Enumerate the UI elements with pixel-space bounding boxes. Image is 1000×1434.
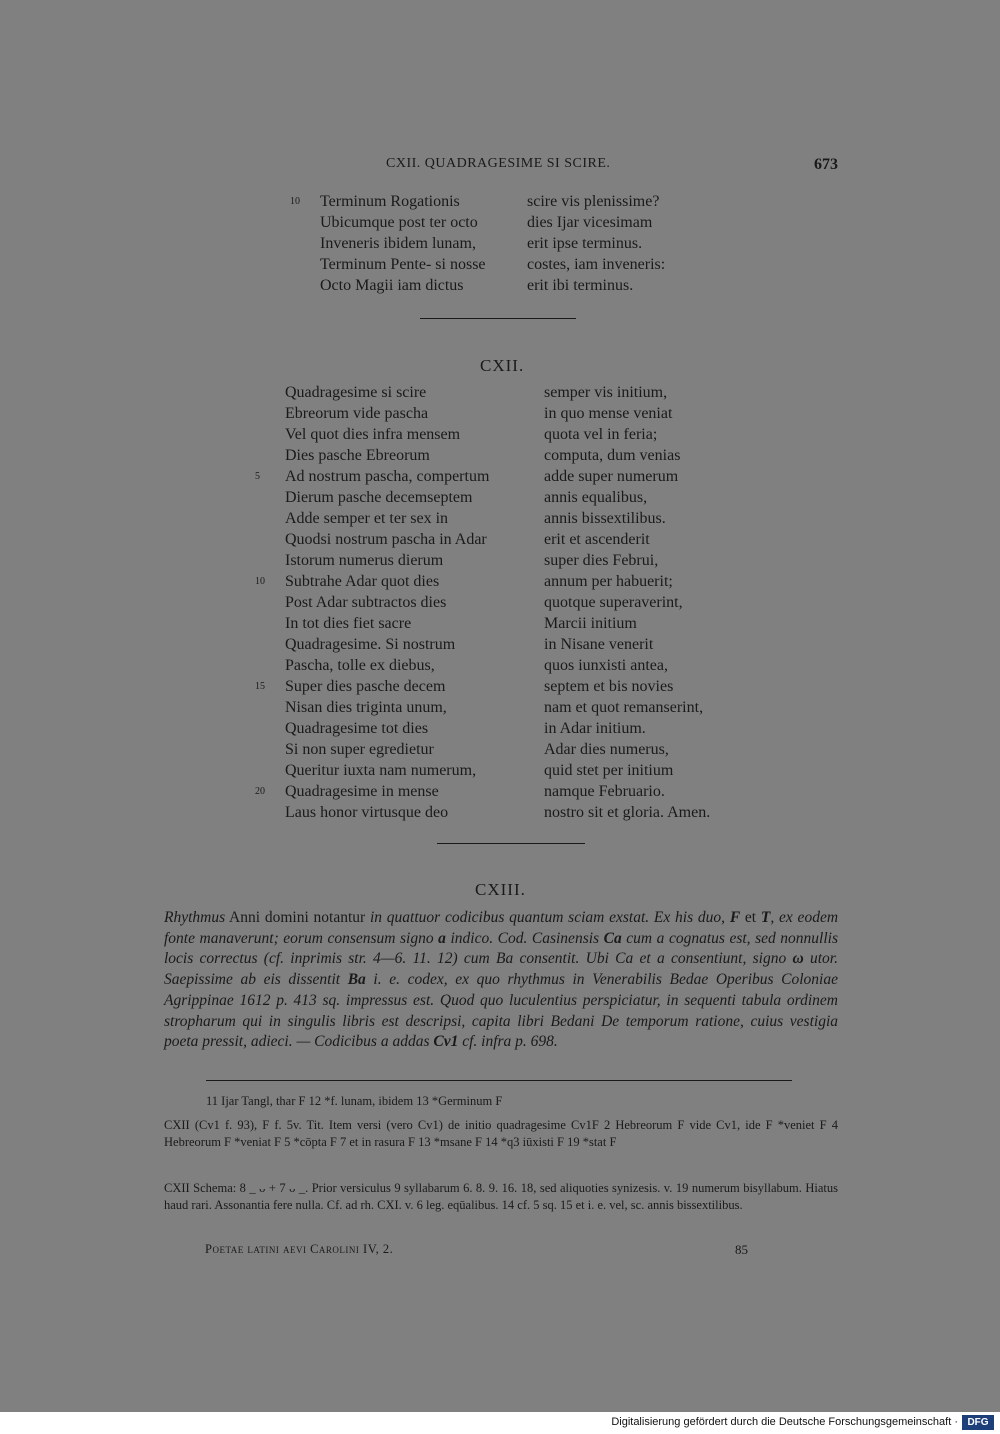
credit-text: Digitalisierung gefördert durch die Deutsche Forschungsgemeinschaft · (611, 1416, 958, 1428)
intro-text: cum a cognatus est, sed nonnullis locis correctus (cf. inprimis str. 4—6. 11. 12) cum Ba consentit. Ubi Ca et a consentiunt, signo (164, 929, 839, 968)
manuscript-siglum: ω (792, 950, 804, 968)
verse-right: super dies Februi, (544, 552, 659, 569)
verse-left: Si non super egredietur (285, 741, 434, 758)
verse-left: Queritur iuxta nam numerum, (285, 762, 477, 779)
series-footer: Poetae latini aevi Carolini IV, 2. (205, 1242, 394, 1256)
verse-line (255, 550, 775, 571)
sheet-number: 85 (735, 1242, 748, 1257)
verse-line (255, 466, 775, 487)
verse-line (290, 254, 710, 275)
verse-right: erit ipse terminus. (527, 235, 643, 252)
poem-continuation (290, 191, 710, 296)
verse-right: in Nisane venerit (544, 636, 654, 653)
verse-line (255, 760, 775, 781)
verse-line (255, 718, 775, 739)
verse-left: Vel quot dies infra mensem (285, 426, 461, 443)
verse-line (255, 697, 775, 718)
verse-line (290, 191, 710, 212)
verse-right: computa, dum venias (544, 447, 681, 464)
verse-line (255, 445, 775, 466)
verse-left: Terminum Rogationis (320, 193, 460, 210)
intro-text: cf. infra p. 698. (458, 1033, 558, 1051)
manuscript-siglum: Ba (347, 971, 366, 989)
manuscript-siglum: a (438, 929, 446, 947)
verse-right: quotque superaverint, (544, 594, 683, 611)
intro-text: utor. Saepissime ab eis dissentit (164, 950, 838, 989)
line-number: 15 (255, 681, 265, 692)
manuscript-siglum: Cv1 (433, 1033, 459, 1051)
intro-text: et (740, 909, 761, 926)
verse-line (255, 424, 775, 445)
line-number: 10 (290, 196, 300, 207)
verse-left: Ubicumque post ter octo (320, 214, 478, 231)
manuscript-siglum: Ca (603, 929, 622, 947)
dfg-logo: DFG (962, 1415, 994, 1430)
verse-line (255, 508, 775, 529)
section-divider (437, 843, 585, 844)
section-heading: CXIII. (475, 880, 526, 899)
verse-right: nostro sit et gloria. Amen. (544, 804, 711, 821)
verse-right: namque Februario. (544, 783, 665, 800)
verse-line (255, 802, 775, 823)
intro-text: i. e. codex, ex quo rhythmus in Venerabilis Bedae Operibus Coloniae Agrippinae 1612 p. 413 sq. impressus est. Quod quo luculentius perspiciatur, in sequenti tabula ordinem stropharum qui in singulis libris est descripsi, capita libri Bedani De temporum ratione, cuius vestigia poeta pressit, adieci. — Codicibus a addas (164, 971, 838, 1051)
verse-right: quota vel in feria; (544, 426, 658, 443)
apparatus-note: 11 Ijar Tangl, thar F 12 *f. lunam, ibidem 13 *Germinum F (206, 1094, 503, 1108)
verse-left: Adde semper et ter sex in (285, 510, 449, 527)
manuscript-siglum: F (729, 909, 741, 926)
verse-right: dies Ijar vicesimam (527, 214, 653, 231)
intro-text: Anni domini notantur (225, 909, 370, 926)
verse-right: in Adar initium. (544, 720, 646, 737)
verse-line (255, 403, 775, 424)
verse-right: adde super numerum (544, 468, 679, 485)
verse-line (255, 382, 775, 403)
verse-right: annum per habuerit; (544, 573, 673, 590)
line-number: 20 (255, 786, 265, 797)
verse-line (290, 212, 710, 233)
verse-left: In tot dies fiet sacre (285, 615, 412, 632)
verse-left: Terminum Pente- si nosse (320, 256, 486, 273)
verse-right: Marcii initium (544, 615, 637, 632)
verse-left: Ad nostrum pascha, compertum (285, 468, 490, 485)
verse-right: erit et ascenderit (544, 531, 650, 548)
verse-line (255, 487, 775, 508)
verse-line (255, 634, 775, 655)
section-heading: CXII. (480, 356, 525, 375)
verse-line (255, 592, 775, 613)
verse-left: Dies pasche Ebreorum (285, 447, 430, 464)
verse-left: Quadragesime. Si nostrum (285, 636, 456, 653)
verse-left: Super dies pasche decem (285, 678, 446, 695)
intro-text: indico. Cod. Casinensis (445, 929, 604, 947)
verse-right: nam et quot remanserint, (544, 699, 704, 716)
verse-left: Inveneris ibidem lunam, (320, 235, 476, 252)
verse-right: costes, iam inveneris: (527, 256, 666, 273)
verse-left: Pascha, tolle ex diebus, (285, 657, 435, 674)
verse-left: Dierum pasche decemseptem (285, 489, 473, 506)
manuscript-siglum: T (760, 909, 771, 926)
verse-line (255, 655, 775, 676)
intro-text: , ex eodem fonte manaverunt; eorum consensum signo (164, 909, 839, 947)
verse-left: Istorum numerus dierum (285, 552, 444, 569)
credit-bar (0, 1412, 1000, 1434)
footnote-rule (206, 1080, 792, 1081)
verse-line (255, 571, 775, 592)
verse-left: Post Adar subtractos dies (285, 594, 447, 611)
verse-line (290, 233, 710, 254)
verse-right: erit ibi terminus. (527, 277, 634, 294)
verse-left: Laus honor virtusque deo (285, 804, 449, 821)
verse-right: annis bissextilibus. (544, 510, 666, 527)
introduction-paragraph (164, 908, 838, 1053)
verse-left: Subtrahe Adar quot dies (285, 573, 440, 590)
verse-line (255, 613, 775, 634)
verse-right: semper vis initium, (544, 384, 668, 401)
verse-left: Quadragesime si scire (285, 384, 427, 401)
verse-left: Quodsi nostrum pascha in Adar (285, 531, 487, 548)
page-number: 673 (814, 156, 838, 173)
verse-left: Ebreorum vide pascha (285, 405, 429, 422)
verse-line (255, 676, 775, 697)
apparatus-note: CXII Schema: 8 _ ᴗ + 7 ᴗ _. Prior versiculus 9 syllabarum 6. 8. 9. 16. 18, sed aliquoties synizesis. v. 19 numerum bisyllabum. Hiatus haud rari. Assonantia fere nulla. Cf. ad rh. CXI. v. 6 leg. eqūalibus. 14 cf. 5 sq. 15 et i. e. vel, sc. annis bissextilibus. (164, 1181, 838, 1212)
intro-text: in quattuor codicibus quantum sciam exstat. Ex his duo, (369, 909, 730, 926)
verse-left: Nisan dies triginta unum, (285, 699, 447, 716)
verse-left: Octo Magii iam dictus (320, 277, 464, 294)
intro-text: Rhythmus (164, 909, 226, 926)
verse-right: quos iunxisti antea, (544, 657, 668, 674)
verse-right: in quo mense veniat (544, 405, 673, 422)
verse-line (255, 529, 775, 550)
verse-right: septem et bis novies (544, 678, 674, 695)
line-number: 10 (255, 576, 265, 587)
verse-line (255, 739, 775, 760)
verse-left: Quadragesime in mense (285, 783, 439, 800)
verse-right: quid stet per initium (544, 762, 674, 779)
running-header: CXII. QUADRAGESIME SI SCIRE. (386, 156, 611, 171)
verse-right: Adar dies numerus, (544, 741, 669, 758)
poem-cxii (255, 382, 775, 823)
verse-right: scire vis plenissime? (527, 193, 660, 210)
line-number: 5 (255, 471, 260, 482)
verse-right: annis equalibus, (544, 489, 648, 506)
verse-line (290, 275, 710, 296)
verse-left: Quadragesime tot dies (285, 720, 429, 737)
apparatus-note: CXII (Cv1 f. 93), F f. 5v. Tit. Item versi (vero Cv1) de initio quadragesime Cv1F 2 Hebreorum F vide Cv1, ide F *veniet F 4 Hebreorum F *veniat F 5 *cōpta F 7 et in rasura F 13 *msane F 14 *q3 iūxisti F 19 *stat F (164, 1118, 838, 1149)
verse-line (255, 781, 775, 802)
section-divider (420, 318, 576, 319)
